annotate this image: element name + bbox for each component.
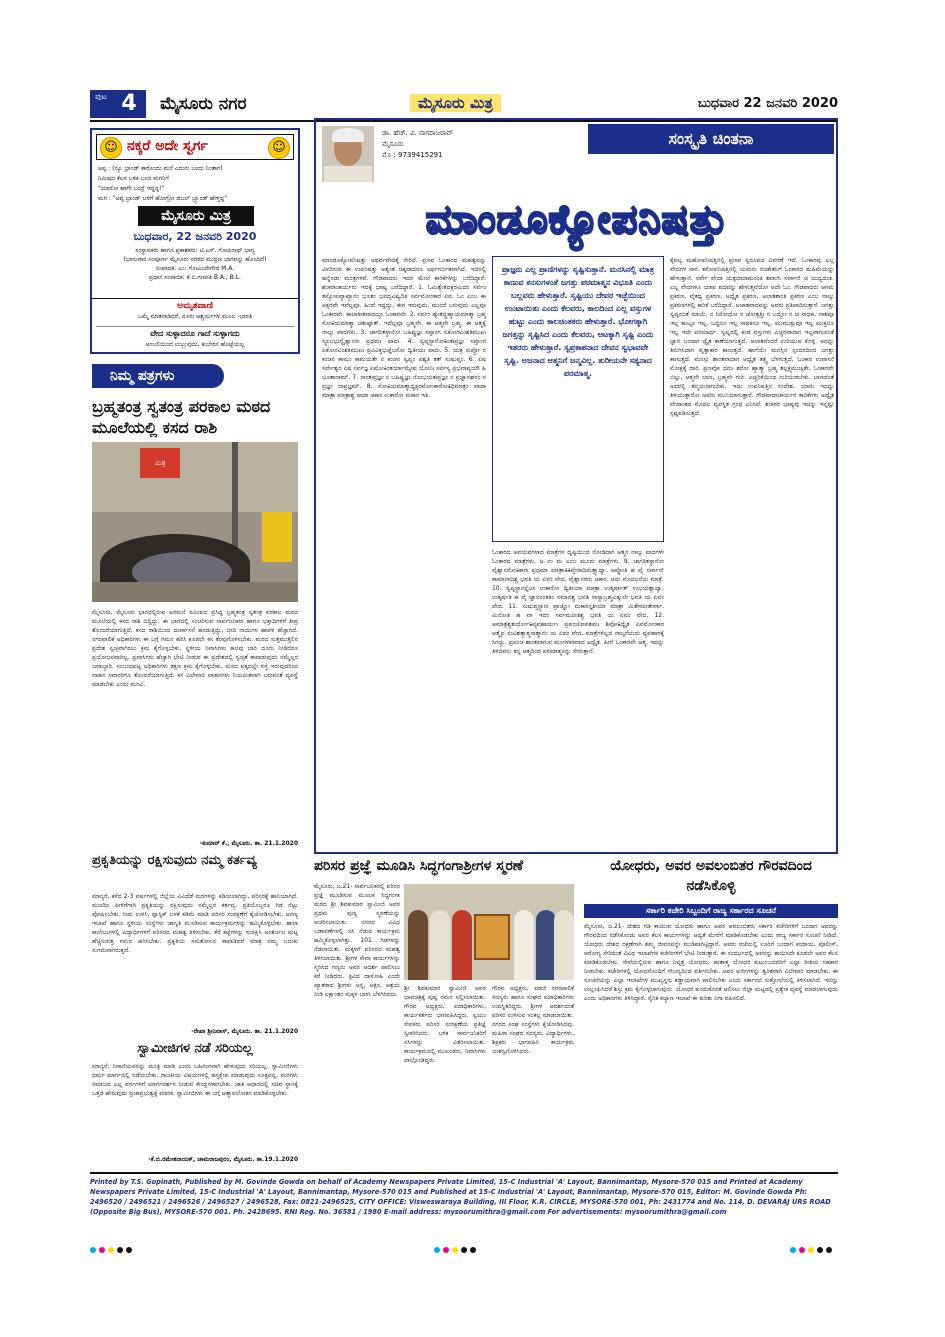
story-subhead: ಸರ್ಕಾರಿ ಕಚೇರಿ ಸಿಬ್ಬಂದಿಗೆ ರಾಜ್ಯ ಸರ್ಕಾರದ ಸೂಚನೆ bbox=[584, 904, 838, 918]
photo-person bbox=[514, 910, 534, 980]
meta-line: ಪ್ರಧಾನ ಸಂಪಾದಕ: ಕೆ.ಬಿ.ಗಣಪತಿ B.A.; B.L. bbox=[148, 274, 241, 281]
story-column-2: ಶ್ರೀ ಶಿವಕುಮಾರ ಸ್ವಾಮೀಜಿ ಅವರ ಭಾವಚಿತ್ರಕ್ಕೆ ಪುಷ್ಪ ನಮನ ಸಲ್ಲಿಸಲಾಯಿತು. ಗೌರವ ಅಧ್ಯಕ್ಷರು, ಪದಾಧಿಕಾರಿಗಳು, ಕಾರ್ಯಕರ್ತರು ಭಾಗವಹಿಸಿದ್ದರು. ಸ್ವಯಂ ಸೇವಕರು ಪರಿಸರ ಸಂರಕ್ಷಣೆಯ ಪ್ರತಿಜ್ಞೆ ಸ್ವೀಕರಿಸಿದರು. ಬಳಿಕ ಸಾರ್ವಜನಿಕರಿಗೆ ಸಸಿಗಳನ್ನು ವಿತರಿಸಲಾಯಿತು. ಕಾರ್ಯಕ್ರಮದಲ್ಲಿ ಮುಖಂಡರು, ನಿವಾಸಿಗಳು ಪಾಲ್ಗೊಂಡಿದ್ದರು. bbox=[404, 985, 486, 1064]
article-column-2: ಓಂಕಾರದ ಅವಯವಗಳಾದ ಮಾತ್ರೆಗಳ ದೃಷ್ಟಿಯಿಂದ ನೋಡಿದಾಗ ಆತ್ಮನ ನಾಲ್ಕು ಪಾದಗಳೇ ಓಂಕಾರದ ಮಾತ್ರೆಗಳು. ಅ ಉ ಮ ಎಂಬ ಮೂರು ಮಾತ್ರೆಗಳು. 9. ಜಾಗರಿತಸ್ಥಾನೋ ವೈಶ್ವಾನರೋಽಕಾರಃ ಪ್ರಥಮಾ ಮಾತ್ರಾಽಽಪ್ತೇರಾದಿಮತ್ತ್ವಾದ್ವಾ. ಆಪ್ನೋತಿ ಹ ವೈ ಸರ್ವಾನ್ ಕಾಮಾನಾದಿಶ್ಚ ಭವತಿ ಯ ಏವಂ ವೇದ. ವೈಶ್ವಾನರನು ಅಕಾರ. ಅದು ಮೊದಲನೆಯ ಮಾತ್ರೆ. 10. ಸ್ವಪ್ನಸ್ಥಾನಸ್ತೈಜಸ ಉಕಾರೋ ದ್ವಿತೀಯಾ ಮಾತ್ರಾ ಉತ್ಕರ್ಷಾತ್ ಉಭಯತ್ವಾದ್ವಾ. ಉತ್ಕರ್ಷತಿ ಹ ವೈ ಜ್ಞಾನಸಂತತಿಂ ಸಮಾನಶ್ಚ ಭವತಿ ನಾಸ್ಯಾಬ್ರಹ್ಮವಿತ್ಕುಲೇ ಭವತಿ ಯ ಏವಂ ವೇದ. 11. ಸುಷುಪ್ತಸ್ಥಾನಃ ಪ್ರಾಜ್ಞೋ ಮಕಾರಸ್ತೃತೀಯಾ ಮಾತ್ರಾ ಮಿತೇರಪೀತೇರ್ವಾ. ಮಿನೋತಿ ಹ ವಾ ಇದಂ ಸರ್ವಮಪೀತಿಶ್ಚ ಭವತಿ ಯ ಏವಂ ವೇದ. 12. ಅಮಾತ್ರಶ್ಚತುರ್ಥೋಽವ್ಯವಹಾರ್ಯಃ ಪ್ರಪಂಚೋಪಶಮಃ ಶಿವೋಽದ್ವೈತ ಏವಮೋಂಕಾರ ಆತ್ಮೈವ ಸಂವಿಶತ್ಯಾತ್ಮನಾತ್ಮಾನಂ ಯ ಏವಂ ವೇದ. ಮಾತ್ರೆಗಳಿಲ್ಲದ ನಾಲ್ಕನೆಯದು ವ್ಯವಹಾರಕ್ಕೆ ಸಿಗದ್ದು. ಪ್ರಪಂಚ ಶಾಂತವಾಗುವ ಮಂಗಳಕರವಾದ ಅದ್ವೈತ. ಹೀಗೆ ಓಂಕಾರವೇ ಆತ್ಮ. ಇದನ್ನು ತಿಳಿದವನು ತನ್ನ ಆತ್ಮದಿಂದ ಪರಮಾತ್ಮನನ್ನು ಸೇರುತ್ತಾನೆ. bbox=[492, 549, 664, 655]
letter1-byline: -ಕುಮಾರ್ ಕೆ., ಮೈಸೂರು. ತಾ. 21.1.2020 bbox=[199, 840, 298, 847]
story-column-1: ಮೈಸೂರು, ಜ.21- ಸಾರ್ವಜನಿಕರಲ್ಲಿ ಪರಿಸರ ಪ್ರಜ್ಞೆ ಮೂಡಿಸುವ ಮೂಲಕ ಸಿದ್ಧಗಂಗಾ ಮಠದ ಶ್ರೀ ಶಿವಕುಮಾರ ಸ್ವಾಮೀಜಿ ಅವರ ಪ್ರಥಮ ಪುಣ್ಯ ಸ್ಮರಣೆಯನ್ನು ಆಚರಿಸಲಾಯಿತು. ನಗರದ ವಿವಿಧ ಬಡಾವಣೆಗಳಲ್ಲಿ ಸಸಿ ನೆಡುವ ಕಾರ್ಯಕ್ರಮ ಹಮ್ಮಿಕೊಳ್ಳಲಾಗಿತ್ತು. 101 ಗಿಡಗಳನ್ನು ನೆಡಲಾಯಿತು. ಮಕ್ಕಳಿಗೆ ಪರಿಸರದ ಮಹತ್ವ ತಿಳಿಸಲಾಯಿತು. ಶ್ರೀಗಳ ಸೇವಾ ಕಾರ್ಯಗಳನ್ನು ಸ್ಮರಿಸಿದ ಗಣ್ಯರು ಅವರ ಆದರ್ಶ ಪಾಲಿಸಲು ಕರೆ ನೀಡಿದರು. ತ್ರಿವಿಧ ದಾಸೋಹಿ ಎಂದೇ ಖ್ಯಾತರಾದ ಶ್ರೀಗಳು ಅನ್ನ, ಅಕ್ಷರ, ಆಶ್ರಯ ನೀಡಿ ಲಕ್ಷಾಂತರ ಮಕ್ಕಳ ಬಾಳು ಬೆಳಗಿಸಿದರು. bbox=[314, 883, 400, 998]
letter3-byline: -ಕೆ.ಬಿ.ರಮೇಶನಾಯಕ್, ಚಾಮರಾಜಪುರಂ, ಮೈಸೂರು. ತಾ.19.1.2020 bbox=[148, 1156, 298, 1163]
author-photo bbox=[322, 126, 374, 182]
joke-line: ನಿಮಿಷದ ಕೆಲಸ ಬಳಿಕ ಬಂದ ಮಗನಿಗೆ bbox=[98, 175, 169, 182]
meta-line: ಸಂಸ್ಥಾಪಕರು ಹಾಗೂ ಪ್ರಕಾಶಕರು: ಟಿ.ಎಸ್. ಗೋಪಿನಾಥ್ ಭಾಗ್ಯ bbox=[135, 247, 255, 254]
brand-meta bbox=[96, 246, 294, 282]
proverb-text: ಅಂಬಲಿಯಿಂದ ಉಬ್ಬುವುದು, ಕುಬೇರನ ಹೊಟ್ಟೆಯಲ್ಲ bbox=[145, 341, 245, 348]
section-name: ಮೈಸೂರು ನಗರ bbox=[160, 94, 247, 114]
article-column-1: ಮಾಂಡೂಕ್ಯೋಪನಿಷತ್ತು ಅಥರ್ವವೇದಕ್ಕೆ ಸೇರಿದೆ. ಪ್ರಣವ ಓಂಕಾರದ ಮಹತ್ವವನ್ನು ವಿವರಿಸುವ ಈ ಉಪನಿಷತ್ತು ಅತ್ಯಂತ ಚಿಕ್ಕದಾದರೂ ಅರ್ಥಗರ್ಭಿತವಾಗಿದೆ. ಇದರಲ್ಲಿ ಹನ್ನೆರಡು ಮಂತ್ರಗಳಿವೆ. ಗೌಡಪಾದರು ಇದರ ಮೇಲೆ ಕಾರಿಕೆಗಳನ್ನು ಬರೆದಿದ್ದಾರೆ. ಶಂಕರಾಚಾರ್ಯರು ಇದಕ್ಕೆ ಭಾಷ್ಯ ಬರೆದಿದ್ದಾರೆ. 1. ಓಮಿತ್ಯೇತದಕ್ಷರಮಿದಂ ಸರ್ವಂ ತಸ್ಯೋಪವ್ಯಾಖ್ಯಾನಂ ಭೂತಂ ಭವದ್ಭವಿಷ್ಯದಿತಿ ಸರ್ವಮೋಂಕಾರ ಏವ. ಓಂ ಎಂಬ ಈ ಅಕ್ಷರವೇ ಇವೆಲ್ಲವೂ. ಹಿಂದೆ ಇದ್ದದ್ದು, ಈಗ ಇರುವುದು, ಮುಂದೆ ಬರುವುದು ಎಲ್ಲವೂ ಓಂಕಾರವೇ. ಕಾಲಾತೀತವಾದದ್ದೂ ಓಂಕಾರವೇ. 2. ಸರ್ವಂ ಹ್ಯೇತದ್ಬ್ರಹ್ಮಾಯಮಾತ್ಮಾ ಬ್ರಹ್ಮ ಸೋಽಯಮಾತ್ಮಾ ಚತುಷ್ಪಾತ್. ಇದೆಲ್ಲವೂ ಬ್ರಹ್ಮವೇ. ಈ ಆತ್ಮವೇ ಬ್ರಹ್ಮ. ಈ ಆತ್ಮಕ್ಕೆ ನಾಲ್ಕು ಪಾದಗಳು. 3. ಜಾಗರಿತಸ್ಥಾನೋ ಬಹಿಷ್ಪ್ರಜ್ಞಃ ಸಪ್ತಾಂಗ ಏಕೋನವಿಂಶತಿಮುಖಃ ಸ್ಥೂಲಭುಗ್ವೈಶ್ವಾನರಃ ಪ್ರಥಮಃ ಪಾದಃ. 4. ಸ್ವಪ್ನಸ್ಥಾನೋಽಂತಃಪ್ರಜ್ಞಃ ಸಪ್ತಾಂಗ ಏಕೋನವಿಂಶತಿಮುಖಃ ಪ್ರವಿವಿಕ್ತಭುಕ್ತೈಜಸೋ ದ್ವಿತೀಯಃ ಪಾದಃ. 5. ಯತ್ರ ಸುಪ್ತೋ ನ ಕಂಚನ ಕಾಮಂ ಕಾಮಯತೇ ನ ಕಂಚನ ಸ್ವಪ್ನಂ ಪಶ್ಯತಿ ತತ್ ಸುಷುಪ್ತಂ. 6. ಏಷ ಸರ್ವೇಶ್ವರ ಏಷ ಸರ್ವಜ್ಞ ಏಷೋಽಂತರ್ಯಾಮ್ಯೇಷ ಯೋನಿಃ ಸರ್ವಸ್ಯ ಪ್ರಭವಾಪ್ಯಯೌ ಹಿ ಭೂತಾನಾಮ್. 7. ನಾಂತಃಪ್ರಜ್ಞಂ ನ ಬಹಿಷ್ಪ್ರಜ್ಞಂ ನೋಭಯತಃಪ್ರಜ್ಞಂ ನ ಪ್ರಜ್ಞಾನಘನಂ ನ ಪ್ರಜ್ಞಂ ನಾಪ್ರಜ್ಞಮ್. 8. ಸೋಽಯಮಾತ್ಮಾಧ್ಯಕ್ಷರಮೋಂಕಾರೋಽಧಿಮಾತ್ರಂ ಪಾದಾ ಮಾತ್ರಾ ಮಾತ್ರಾಶ್ಚ ಪಾದಾ ಅಕಾರ ಉಕಾರೋ ಮಕಾರ ಇತಿ. bbox=[322, 257, 486, 399]
imprint-line: Printed by T.S. Gopinath, Published by M. Govinde Gowda on behalf of Academy Newspapers Private Limited, 15-C Industrial 'A' Layout, Bannimantap, Mysore-570 015 and Printed at Academy Newspapers Private Limited, 15-C Industrial 'A' Layout, Bannimantap, Mysore-570 015 and Published at 15-C Industrial 'A' Layout, Bannimantap, Mysore-570 015, Editor: M. Govinde Gowda Ph: 2496520 / 2496521 / 2496526 / 2496527 / 2496528, Fax: 0821-2496525, CITY OFFICE: Visweswaraya Building, III Floor, K.R. CIRCLE, MYSORE-570 001, Ph: 2431774 and No. 114, D. DEVARAJ URS ROAD (Opposite Big Bus), MYSORE-570 001. Ph. 2428695. RNI Reg. No. 36581 / 1980 E-mail address: mysoorumithra@gmail.com For advertisements: mysoorumithra@gmail.com bbox=[90, 1172, 838, 1217]
proverb-title: ವೇದ ಸುಳ್ಳಾದರೂ ಗಾದೆ ಸುಳ್ಳಾಗದು bbox=[96, 326, 294, 339]
registration-marks bbox=[90, 1238, 150, 1246]
brand-date: ಬುಧವಾರ, 22 ಜನವರಿ 2020 bbox=[133, 230, 257, 243]
joke-line: "ಯಾರೋ ಹಾಗೇ ಬಂದ್ರೆ ಇದ್ದನ್ನ!" bbox=[98, 185, 165, 192]
photo-person bbox=[554, 910, 574, 980]
reg-mark bbox=[826, 1247, 832, 1253]
letter3-body: ಮಾನ್ಯರೆ, ನಿರಾಣಿಯವರನ್ನು ಮಂತ್ರಿ ಮಾಡಿ ಎಂದು ಬಹಿರಂಗವಾಗಿ ಹೇಳುವುದು ಸರಿಯಲ್ಲ. ಸ್ವಾಮೀಜಿಗಳು ಧರ್ಮ ಮಾರ್ಗದಲ್ಲಿ ನಡೆಯಬೇಕು. ರಾಜಕೀಯ ವಿಷಯಗಳಲ್ಲಿ ಹಸ್ತಕ್ಷೇಪ ಮಾಡುವುದು ಸೂಕ್ತವಲ್ಲ. ಮಠಗಳು ಸಮಾಜದ ಎಲ್ಲ ವರ್ಗಗಳಿಗೆ ಮಾರ್ಗದರ್ಶನ ನೀಡುವ ಕೇಂದ್ರಗಳಾಗಬೇಕು. ಜಾತಿ ಆಧಾರದಲ್ಲಿ ಸಚಿವ ಸ್ಥಾನಕ್ಕೆ ಒತ್ತಡ ಹೇರುವುದು ಪ್ರಜಾಪ್ರಭುತ್ವಕ್ಕೆ ಮಾರಕ. ಸ್ವಾಮೀಜಿಗಳು ಈ ಬಗ್ಗೆ ಆತ್ಮಾವಲೋಕನ ಮಾಡಿಕೊಳ್ಳಬೇಕು. bbox=[92, 1063, 298, 1097]
joke-title: ನಕ್ಕರೆ ಅದೇ ಸ್ವರ್ಗ bbox=[127, 138, 208, 154]
reg-mark bbox=[443, 1247, 449, 1253]
photo-wall bbox=[92, 442, 298, 512]
letter2-headline: ಪ್ರಕೃತಿಯನ್ನು ರಕ್ಷಿಸುವುದು ನಮ್ಮ ಕರ್ತವ್ಯ bbox=[92, 853, 257, 868]
letters-section-title: ನಿಮ್ಮ ಪತ್ರಗಳು bbox=[92, 364, 224, 388]
letter2-body: ಮಾನ್ಯರೆ, ಕಳೆದ 2-3 ವರ್ಷಗಳಲ್ಲಿ ಜಿಲ್ಲೆಯ ವಿವಿಧೆಡೆ ಮರಗಳನ್ನು ಕಡಿಯಲಾಗಿದ್ದು, ಪರಿಸರಕ್ಕೆ ಹಾನಿಯಾಗಿದೆ. ಮುಂದಿನ ಪೀಳಿಗೆಗಾಗಿ ಪ್ರಕೃತಿಯನ್ನು ರಕ್ಷಿಸುವುದು ನಮ್ಮೆಲ್ಲರ ಕರ್ತವ್ಯ. ಪ್ರತಿಯೊಬ್ಬರೂ ಗಿಡ ನೆಟ್ಟು ಪೋಷಿಸಬೇಕು. ನೀರು ಉಳಿಸಿ, ಪ್ಲಾಸ್ಟಿಕ್ ಬಳಕೆ ಕಡಿಮೆ ಮಾಡಿ ಪರಿಸರ ಸಂರಕ್ಷಣೆಗೆ ಕೈಜೋಡಿಸಬೇಕು. ಅರಣ್ಯ ಇಲಾಖೆ ಹಾಗೂ ಸ್ಥಳೀಯ ಸಂಸ್ಥೆಗಳು ಜಾಗೃತಿ ಮೂಡಿಸುವ ಕಾರ್ಯಕ್ರಮಗಳನ್ನು ಹಮ್ಮಿಕೊಳ್ಳಬೇಕು. ಶಾಲಾ ಕಾಲೇಜುಗಳಲ್ಲಿ ವಿದ್ಯಾರ್ಥಿಗಳಿಗೆ ಪರಿಸರದ ಮಹತ್ವ ತಿಳಿಸಬೇಕು. ಕೆರೆ ಕಟ್ಟೆಗಳನ್ನು ಸಂರಕ್ಷಿಸಿ ಅಂತರ್ಜಲ ಮಟ್ಟ ಹೆಚ್ಚಿಸುವತ್ತ ಗಮನ ಹರಿಸಬೇಕು. ಪ್ರಕೃತಿಯ ಸಮತೋಲನ ಕಾಪಾಡಿದರೆ ಮಾತ್ರ ನಮ್ಮ ಬದುಕು ಸುಗಮವಾಗಿರುತ್ತದೆ. bbox=[92, 893, 298, 954]
article-pullquote: ಪ್ರಾಜ್ಞರು ಎಲ್ಲ ಪ್ರಾಣಿಗಳನ್ನು ಸೃಷ್ಟಿಸುತ್ತಾನೆ. ಮನಸಿನಲ್ಲಿ ಮಾತ್ರ ಕಾಣುವ ಕನಸುಗಳಂತೆ ಜಗತ್ತು ಪರಮಾತ್ಮನ ವಿಭೂತಿ ಎಂದು ಬಲ್ಲವರು ಹೇಳುತ್ತಾರೆ. ಸೃಷ್ಟಿಯು ದೇವರ ಇಚ್ಛೆಯಿಂದ ಉಂಟಾಯಿತು ಎಂದು ಕೆಲವರು, ಕಾಲದಿಂದ ಎಲ್ಲ ವಸ್ತುಗಳ ಹುಟ್ಟು ಎಂದು ಕಾಲಚಿಂತಕರು ಹೇಳುತ್ತಾರೆ. ಭೋಗಕ್ಕಾಗಿ ಜಗತ್ತನ್ನು ಸೃಷ್ಟಿಸಿದ ಎಂದು ಕೆಲವರು, ಆಟಕ್ಕಾಗಿ ಸೃಷ್ಟಿ ಎಂದು ಇತರರು ಹೇಳುತ್ತಾರೆ. ಸ್ವಪ್ರಕಾಶನಾದ ದೇವನ ಸ್ವಭಾವವೇ ಸೃಷ್ಟಿ. ಅಜನಾದ ಆತ್ಮನಿಗೆ ಜನ್ಮವಿಲ್ಲ. ತುರೀಯನೇ ಸತ್ಯನಾದ ಪರಮಾತ್ಮ. bbox=[492, 256, 664, 542]
photo-frame bbox=[474, 914, 510, 960]
reg-mark bbox=[434, 1247, 440, 1253]
article-column-3: ಕೈವಲ್ಯ ಮಹೋಪನಿಷತ್ತಿನಲ್ಲಿ ಪ್ರಣವ ಸ್ವರೂಪದ ವಿವರಣೆ ಇದೆ. ಓಂಕಾರವು ಎಲ್ಲ ವೇದಗಳ ಸಾರ. ಕಠೋಪನಿಷತ್ತಿನಲ್ಲಿ ಯಮನು ನಚಿಕೇತನಿಗೆ ಓಂಕಾರದ ಮಹಿಮೆಯನ್ನು ಹೇಳುತ್ತಾನೆ. ಸರ್ವೇ ವೇದಾ ಯತ್ಪದಮಾಮನಂತಿ ತಪಾಂಸಿ ಸರ್ವಾಣಿ ಚ ಯದ್ವದಂತಿ. ಎಲ್ಲ ವೇದಗಳೂ ಯಾವ ಪದವನ್ನು ಹೇಳುತ್ತವೆಯೋ ಅದೇ ಓಂ. ಗೌಡಪಾದರು ಆಗಮ ಪ್ರಕರಣ, ವೈತಥ್ಯ ಪ್ರಕರಣ, ಅದ್ವೈತ ಪ್ರಕರಣ, ಅಲಾತಶಾಂತಿ ಪ್ರಕರಣ ಎಂಬ ನಾಲ್ಕು ಪ್ರಕರಣಗಳಲ್ಲಿ ಕಾರಿಕೆ ಬರೆದಿದ್ದಾರೆ. ಅಜಾತವಾದವನ್ನು ಅವರು ಪ್ರತಿಪಾದಿಸುತ್ತಾರೆ. ಜಗತ್ತು ಸ್ವಪ್ನದಂತೆ ಮಾಯೆ. ನ ನಿರೋಧೋ ನ ಚೋತ್ಪತ್ತಿಃ ನ ಬದ್ಧೋ ನ ಚ ಸಾಧಕಃ. ನಾಶವೂ ಇಲ್ಲ ಹುಟ್ಟೂ ಇಲ್ಲ. ಬದ್ಧನೂ ಇಲ್ಲ ಸಾಧಕನೂ ಇಲ್ಲ. ಮುಮುಕ್ಷುವೂ ಇಲ್ಲ ಮುಕ್ತನೂ ಇಲ್ಲ ಇದೇ ಪರಮಾರ್ಥ. ಸ್ವಪ್ನದಲ್ಲಿ ಕಂಡ ವಸ್ತುಗಳು ಎಚ್ಚರವಾದಾಗ ಇಲ್ಲವಾಗುವಂತೆ ಜ್ಞಾನ ಬಂದಾಗ ದ್ವೈತ ಕಾಣೆಯಾಗುತ್ತದೆ. ಅಲಾತವೆಂದರೆ ಉರಿಯುವ ಕೊಳ್ಳಿ. ಅದನ್ನು ತಿರುಗಿಸಿದಾಗ ವೃತ್ತಾಕಾರ ಕಾಣುತ್ತದೆ. ಹಾಗೆಯೇ ಮನಸ್ಸಿನ ಸ್ಪಂದನದಿಂದ ಜಗತ್ತು ಕಾಣುತ್ತದೆ. ಮನಸ್ಸು ಶಾಂತವಾದಾಗ ಅದ್ವೈತ ತತ್ತ್ವ ಬೆಳಗುತ್ತದೆ. ಓಂಕಾರ ಉಪಾಸನೆ ಮೋಕ್ಷಕ್ಕೆ ದಾರಿ. ಪ್ರಣವೋ ಧನುಃ ಶರೋ ಹ್ಯಾತ್ಮಾ ಬ್ರಹ್ಮ ತಲ್ಲಕ್ಷ್ಯಮುಚ್ಯತೇ. ಓಂಕಾರವೇ ಬಿಲ್ಲು, ಆತ್ಮವೇ ಬಾಣ, ಬ್ರಹ್ಮವೇ ಗುರಿ. ಎಚ್ಚರಿಕೆಯಿಂದ ಗುರಿಯಿಡಬೇಕು. ಬಾಣದಂತೆ ಅದರಲ್ಲಿ ತನ್ಮಯನಾಗಬೇಕು. ಇದು ಉಪನಿಷತ್ತಿನ ಸಂದೇಶ. ಯಾರು ಇದನ್ನು ತಿಳಿಯುತ್ತಾರೋ ಅವರು ಮುನಿಯಾಗುತ್ತಾರೆ. ಗೌಡಪಾದಾಚಾರ್ಯರ ಕಾರಿಕೆಗಳು ಅದ್ವೈತ ವೇದಾಂತದ ಮೊದಲ ವ್ಯವಸ್ಥಿತ ಗ್ರಂಥ ಎನಿಸಿವೆ. ಶಂಕರರ ಭಾಷ್ಯವು ಇದನ್ನು ಇನ್ನಷ್ಟು ಸ್ಪಷ್ಟಪಡಿಸುತ್ತದೆ. bbox=[670, 257, 834, 417]
story-headline: ಯೋಧರು, ಅವರ ಅವಲಂಬಿತರ ಗೌರವದಿಂದ ನಡೆಸಿಕೊಳ್ಳಿ bbox=[610, 858, 812, 894]
reg-mark bbox=[90, 1247, 96, 1253]
garbage-photo bbox=[92, 442, 298, 602]
author-info bbox=[382, 128, 453, 161]
amrutavani-text: ಒಮ್ಮೆ ಮಾತನಾಡಿದರೆ, ನೂರು ಆಶ್ಚರ್ಯಗಳ ಮೂಲ -ಭಾರತಿ bbox=[137, 313, 253, 320]
letter2-byline: -ರೇಖಾ ಶ್ರೀನಿವಾಸ್, ಮೈಸೂರು. ತಾ. 21.1.2020 bbox=[191, 1028, 298, 1035]
article-title: ಮಾಂಡೂಕ್ಯೋಪನಿಷತ್ತು bbox=[425, 197, 729, 243]
reg-mark bbox=[817, 1247, 823, 1253]
reg-mark bbox=[126, 1247, 132, 1253]
reg-mark bbox=[99, 1247, 105, 1253]
meta-line: (ಭಾನುವಾರ ಸಂಪೂರ್ಣ ಮೈಸೂರು ನಗರದ ಮುದ್ರಣ ಭಾಗವನ್ನು ಹೊಂದಿದೆ) bbox=[123, 256, 267, 263]
story-environment bbox=[314, 856, 576, 1168]
joke-header bbox=[96, 134, 294, 160]
smiley-icon: ☺ bbox=[100, 137, 122, 159]
reg-mark bbox=[808, 1247, 814, 1253]
joke-line: ಮಗ : "ಅಪ್ಪ ಬ್ರಾಂಡ್ ಬಳಿಗೆ ಹೋಗ್ರೋ ಡಬಲ್ ಬ್ರ್ಯಾಂಡ್ ಹೇಳ್ತಿದ್ದ" bbox=[98, 195, 228, 202]
registration-marks bbox=[434, 1238, 494, 1246]
joke-box bbox=[90, 128, 300, 354]
reg-mark bbox=[452, 1247, 458, 1253]
page-number: 4 bbox=[112, 90, 146, 118]
letter3-headline: ಸ್ವಾಮೀಜಿಗಳ ನಡೆ ಸರಿಯಲ್ಲ bbox=[137, 1041, 253, 1056]
photo-bin bbox=[262, 512, 292, 562]
reg-mark bbox=[790, 1247, 796, 1253]
registration-marks bbox=[790, 1238, 850, 1246]
story-column-3: ಗೌರವ ಅಧ್ಯಕ್ಷರು, ಮಾಜಿ ನಗರಪಾಲಿಕೆ ಸದಸ್ಯರು ಹಾಗೂ ಸಂಘದ ಪದಾಧಿಕಾರಿಗಳು ಉಪಸ್ಥಿತರಿದ್ದರು. ಶ್ರೀಗಳ ಆದರ್ಶದಂತೆ ಪರಿಸರ ಉಳಿಸುವ ಸಂಕಲ್ಪ ಮಾಡಲಾಯಿತು. ನಗರದ ಸಂಘ ಸಂಸ್ಥೆಗಳು ಕೈಜೋಡಿಸಿದವು. ಮಹಿಳಾ ಸಂಘದ ಸದಸ್ಯರು, ವಿದ್ಯಾರ್ಥಿಗಳು, ಶಿಕ್ಷಕರು ಭಾಗವಹಿಸಿ ಕಾರ್ಯಕ್ರಮ ಯಶಸ್ವಿಗೊಳಿಸಿದರು. bbox=[492, 985, 574, 1055]
photo-person bbox=[452, 910, 472, 980]
joke-line: ಅಪ್ಪ : (ನ್ಯೂ ಬ್ರಾಂಡ್ ಕಾರೊಂದು ಮನೆ ಎದುರು ಬಂದು ನಿಂತಾಗ) bbox=[98, 165, 223, 172]
author-phone: ಮೊ : 9739415291 bbox=[382, 151, 443, 159]
reg-mark bbox=[799, 1247, 805, 1253]
masthead-logo: ಮೈಸೂರು ಮಿತ್ರ bbox=[410, 94, 501, 112]
amrutavani-title: ಅಮೃತವಾಣಿ bbox=[92, 298, 298, 311]
joke-text bbox=[98, 164, 294, 204]
reg-mark bbox=[461, 1247, 467, 1253]
page-number-box bbox=[90, 90, 154, 118]
photo-person bbox=[408, 910, 428, 980]
letter1-body: ಮೈಸೂರು, ಮೈಸೂರು ಭಾಗದಲ್ಲಿರುವ ಅರಮನೆ ಸಮೀಪದ ಪ್ರಸಿದ್ಧ ಬ್ರಹ್ಮತಂತ್ರ ಸ್ವತಂತ್ರ ಪರಕಾಲ ಮಠದ ಮೂಲೆಯಲ್ಲಿ ಕಸದ ರಾಶಿ ಬಿದ್ದಿದ್ದು, ಈ ಭಾಗದಲ್ಲಿ ಸಂಚರಿಸುವ ಸಾರ್ವಜನಿಕರು ಹಾಗೂ ಭಕ್ತಾದಿಗಳಿಗೆ ತೀವ್ರ ತೊಂದರೆಯಾಗುತ್ತಿದೆ. ಕಸದ ರಾಶಿಯಿಂದ ದುರ್ವಾಸನೆ ಹರಡುತ್ತಿದ್ದು, ಬೀದಿ ನಾಯಿಗಳ ಹಾವಳಿ ಹೆಚ್ಚಾಗಿದೆ. ನಗರಪಾಲಿಕೆ ಅಧಿಕಾರಿಗಳು ಈ ಬಗ್ಗೆ ಗಮನ ಹರಿಸಿ ಕೂಡಲೇ ಕಸ ತೆರವುಗೊಳಿಸಬೇಕು. ಮಠದ ಸುತ್ತಮುತ್ತಲಿನ ಪ್ರದೇಶ ಸ್ವಚ್ಛವಾಗಿರಲು ಕ್ರಮ ಕೈಗೊಳ್ಳಬೇಕು. ಸ್ಥಳೀಯ ನಿವಾಸಿಗಳು ಹಲವು ಬಾರಿ ದೂರು ನೀಡಿದರೂ ಪ್ರಯೋಜನವಾಗಿಲ್ಲ. ಪ್ರವಾಸಿಗರು ಹೆಚ್ಚಾಗಿ ಭೇಟಿ ನೀಡುವ ಈ ಪ್ರದೇಶದಲ್ಲಿ ಸ್ವಚ್ಛತೆ ಕಾಪಾಡುವುದು ನಮ್ಮೆಲ್ಲರ ಜವಾಬ್ದಾರಿ. ಸಂಬಂಧಪಟ್ಟ ಅಧಿಕಾರಿಗಳು ತಕ್ಷಣ ಕ್ರಮ ಕೈಗೊಳ್ಳಬೇಕು. ಮಠದ ಪಕ್ಕದಲ್ಲೇ ರಸ್ತೆ ಇರುವುದರಿಂದ ವಾಹನ ಸವಾರರಿಗೂ ತೊಂದರೆಯಾಗುತ್ತಿದೆ. ಕಸ ವಿಲೇವಾರಿ ವಾಹನಗಳು ನಿಯಮಿತವಾಗಿ ಬರುವಂತೆ ವ್ಯವಸ್ಥೆ ಮಾಡಬೇಕು ಎಂದು ಮನವಿ. bbox=[92, 609, 298, 688]
photo-hair bbox=[332, 128, 364, 142]
page-header bbox=[90, 88, 838, 122]
issue-date: ಬುಧವಾರ 22 ಜನವರಿ 2020 bbox=[697, 96, 838, 111]
reg-mark bbox=[117, 1247, 123, 1253]
reg-mark bbox=[108, 1247, 114, 1253]
photo-person bbox=[430, 910, 450, 980]
story-body: ಮೈಸೂರು, ಜ.21- ದೇಶದ ಗಡಿ ಕಾಯುವ ಯೋಧರು ಹಾಗೂ ಅವರ ಅವಲಂಬಿತರು ಸರ್ಕಾರಿ ಕಚೇರಿಗಳಿಗೆ ಬಂದಾಗ ಅವರನ್ನು ಗೌರವದಿಂದ ನಡೆಸಿಕೊಂಡು ಅವರ ಕೆಲಸ ಕಾರ್ಯಗಳನ್ನು ಆದ್ಯತೆ ಮೇರೆಗೆ ಮಾಡಿಕೊಡಬೇಕು ಎಂದು ರಾಜ್ಯ ಸರ್ಕಾರ ಸೂಚನೆ ನೀಡಿದೆ. ಯೋಧರು ದೇಶದ ರಕ್ಷಣೆಗಾಗಿ ತಮ್ಮ ಜೀವನವನ್ನೇ ಮುಡಿಪಾಗಿಟ್ಟಿದ್ದಾರೆ. ಅವರು ರಜೆಯಲ್ಲಿ ಊರಿಗೆ ಬಂದಾಗ ಕಂದಾಯ, ಪೊಲೀಸ್, ಆರೋಗ್ಯ ಸೇರಿದಂತೆ ವಿವಿಧ ಇಲಾಖೆಗಳ ಕಚೇರಿಗಳಿಗೆ ಭೇಟಿ ನೀಡುತ್ತಾರೆ. ಈ ಸಂದರ್ಭದಲ್ಲಿ ಅವರನ್ನು ಕಾಯಿಸದೇ ಕೂಡಲೇ ಅವರ ಕೆಲಸ ಮಾಡಿಕೊಡಬೇಕು. ಸೇವೆಯಲ್ಲಿರುವ ಹಾಗೂ ನಿವೃತ್ತ ಯೋಧರು, ಹುತಾತ್ಮ ಯೋಧರ ಕುಟುಂಬದವರಿಗೆ ಎಲ್ಲಾ ರೀತಿಯ ಸಹಕಾರ ನೀಡಬೇಕು. ಕಚೇರಿಗಳಲ್ಲಿ ಯೋಧರೊಂದಿಗೆ ಸೌಜನ್ಯದಿಂದ ವರ್ತಿಸಬೇಕು. ಅವರ ಅರ್ಜಿಗಳನ್ನು ತ್ವರಿತವಾಗಿ ವಿಲೇವಾರಿ ಮಾಡಬೇಕು. ಈ ಸೂಚನೆಯನ್ನು ಎಲ್ಲಾ ಇಲಾಖೆಗಳ ಮುಖ್ಯಸ್ಥರು ಕಡ್ಡಾಯವಾಗಿ ಪಾಲಿಸಬೇಕು ಎಂದು ಸರ್ಕಾರದ ಸುತ್ತೋಲೆಯಲ್ಲಿ ತಿಳಿಸಲಾಗಿದೆ. ಇದನ್ನು ಉಲ್ಲಂಘಿಸಿದರೆ ಶಿಸ್ತು ಕ್ರಮ ಕೈಗೊಳ್ಳಲಾಗುವುದು. ಯೋಧರ ಕುಂದುಕೊರತೆ ಆಲಿಸಲು ಜಿಲ್ಲಾ ಮಟ್ಟದಲ್ಲಿ ಪ್ರತ್ಯೇಕ ವ್ಯವಸ್ಥೆ ಮಾಡಲಾಗುವುದು ಎಂದು ಅಧಿಕಾರಿಗಳು ತಿಳಿಸಿದ್ದಾರೆ. ಸೈನಿಕ ಕಲ್ಯಾಣ ಇಲಾಖೆ ಈ ಕುರಿತು ನಿಗಾ ವಹಿಸಲಿದೆ. bbox=[584, 923, 838, 1002]
left-column bbox=[90, 128, 300, 1168]
photo-shirt bbox=[324, 166, 372, 182]
brand-logo: ಮೈಸೂರು ಮಿತ್ರ bbox=[138, 206, 254, 226]
photo-ground bbox=[92, 582, 298, 602]
newspaper-page bbox=[90, 88, 838, 1238]
shop-sign: ಮಿತ್ರ bbox=[140, 448, 180, 478]
letter1-headline: ಬ್ರಹ್ಮತಂತ್ರ ಸ್ವತಂತ್ರ ಪರಕಾಲ ಮಠದ ಮೂಲೆಯಲ್ಲಿ ಕಸದ ರಾಶಿ bbox=[92, 397, 271, 437]
smiley-icon: ☺ bbox=[268, 137, 290, 159]
reg-mark bbox=[470, 1247, 476, 1253]
author-name: ಡಾ. ಹೆಚ್. ವಿ. ನಾಗರಾಜರಾವ್ bbox=[382, 129, 453, 137]
photo-person bbox=[536, 910, 556, 980]
event-photo bbox=[404, 884, 574, 980]
story-headline: ಪರಿಸರ ಪ್ರಜ್ಞೆ ಮೂಡಿಸಿ ಸಿದ್ಧಗಂಗಾಶ್ರೀಗಳ ಸ್ಮರಣೆ bbox=[314, 858, 524, 874]
story-soldiers bbox=[584, 856, 838, 1168]
main-article bbox=[314, 118, 838, 854]
author-city: ಮೈಸೂರು bbox=[382, 140, 404, 148]
column-name: ಸಂಸ್ಕೃತಿ ಚಿಂತನಾ bbox=[588, 124, 834, 154]
page-tag: ಪುಟ bbox=[90, 90, 112, 118]
meta-line: ಸಂಪಾದಕ: ಎಂ. ಗೋವಿಂದೇಗೌಡ M.A. bbox=[155, 265, 235, 272]
